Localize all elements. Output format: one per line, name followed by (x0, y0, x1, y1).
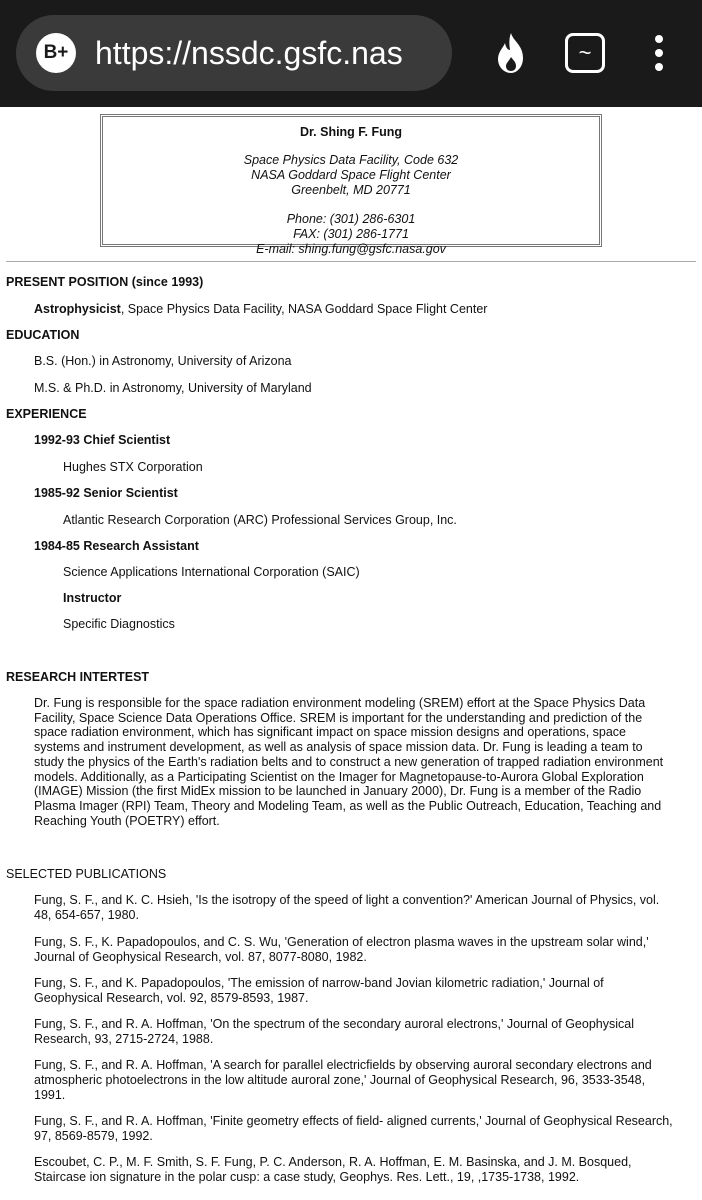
url-text[interactable]: https://nssdc.gsfc.nas (95, 35, 403, 71)
experience-title: 1992-93 Chief Scientist (34, 433, 171, 447)
more-vertical-icon (655, 35, 663, 71)
experience-title: Instructor (63, 591, 122, 605)
fire-icon (493, 31, 529, 75)
experience-heading: EXPERIENCE (6, 407, 87, 421)
tilde-button[interactable] (560, 28, 610, 78)
position-org: , Space Physics Data Facility, NASA Goddard Space Flight Center (120, 302, 488, 316)
research-paragraph: Dr. Fung is responsible for the space radiation environment modeling (SREM) effort at the Space Physics Data Facility, Space Science Data Operations Office. SREM is important for the understanding and prediction of the space radiation environment, which has significant impact on space mission designs and operations, space systems and instrument development, as well as analysis of space mission data. Dr. Fung is leading a team to study the physics of the Earth's radiation belts and to construct a new generation of trapped radiation environment models. Additionally, as a Participating Scientist on the Imager for Magnetopause-to-Aurora Global Exploration (IMAGE) Mission (the first MidEx mission to be launched in January 2000), Dr. Fung is a member of the Radio Plasma Imager (RPI) Team, Theory and Modeling Team, as well as the Public Outreach, Education, Teaching and Reaching Youth (POETRY) effort. (34, 696, 664, 828)
phone-number: Phone: (301) 286-6301 (286, 212, 416, 226)
browser-toolbar (0, 0, 702, 107)
publication-item: Fung, S. F., K. Papadopoulos, and C. S. Wu, 'Generation of electron plasma waves in the upstream solar wind,' Journal of Geophysical Research, vol. 87, 8077-8080, 1982. (34, 935, 649, 964)
research-heading: RESEARCH INTERTEST (6, 670, 150, 684)
experience-title: 1985-92 Senior Scientist (34, 486, 178, 500)
education-item: M.S. & Ph.D. in Astronomy, University of Maryland (34, 381, 312, 395)
publication-item: Fung, S. F., and R. A. Hoffman, 'A search for parallel electricfields by observing auroral secondary electrons and atmospheric photoelectrons in the low altitude auroral zone,' Journal of Geophysical Research, 96, 3533-3548, 1991. (34, 1058, 652, 1102)
email-address[interactable]: E-mail: shing.fung@gsfc.nasa.gov (256, 242, 446, 256)
address-line: Space Physics Data Facility, Code 632 (243, 153, 459, 167)
experience-org: Hughes STX Corporation (63, 460, 203, 474)
contact-name: Dr. Shing F. Fung (299, 125, 403, 139)
experience-org: Atlantic Research Corporation (ARC) Professional Services Group, Inc. (63, 513, 457, 527)
publication-item: Fung, S. F., and R. A. Hoffman, 'On the spectrum of the secondary auroral electrons,' Journal of Geophysical Research, 93, 2715-2724, 1988. (34, 1017, 634, 1046)
address-line: NASA Goddard Space Flight Center (251, 168, 451, 182)
site-badge-icon[interactable]: B+ (36, 33, 76, 73)
address-line: Greenbelt, MD 20771 (291, 183, 411, 197)
experience-title: 1984-85 Research Assistant (34, 539, 199, 553)
fax-number: FAX: (301) 286-1771 (293, 227, 409, 241)
experience-org: Specific Diagnostics (63, 617, 175, 631)
publications-heading: SELECTED PUBLICATIONS (6, 867, 167, 881)
publication-item: Fung, S. F., and K. Papadopoulos, 'The emission of narrow-band Jovian kilometric radiation,' Journal of Geophysical Research, vol. 92, 8579-8593, 1987. (34, 976, 604, 1005)
more-menu-button[interactable] (634, 28, 684, 78)
present-position-line (34, 302, 487, 316)
address-bar[interactable] (16, 15, 452, 91)
education-heading: EDUCATION (6, 328, 80, 342)
contact-card (100, 114, 602, 256)
publication-item: Escoubet, C. P., M. F. Smith, S. F. Fung, P. C. Anderson, R. A. Hoffman, E. M. Basinska, and J. M. Bosqued, Staircase ion signature in the polar cusp: a case study, Geophys. Res. Lett., 19, ,1735-1738, 1992. (34, 1155, 632, 1184)
experience-org: Science Applications International Corporation (SAIC) (63, 565, 360, 579)
publication-item: Fung, S. F., and R. A. Hoffman, 'Finite geometry effects of field- aligned currents,' Journal of Geophysical Research, 97, 8569-8579, 1992. (34, 1114, 673, 1143)
present-position-heading: PRESENT POSITION (since 1993) (6, 275, 204, 289)
position-title: Astrophysicist (34, 302, 121, 316)
publication-item: Fung, S. F., and K. C. Hsieh, 'Is the isotropy of the speed of light a convention?' American Journal of Physics, vol. 48, 654-657, 1980. (34, 893, 660, 922)
tilde-icon: ~ (565, 33, 605, 73)
education-item: B.S. (Hon.) in Astronomy, University of Arizona (34, 354, 292, 368)
fire-button[interactable] (486, 28, 536, 78)
divider (6, 261, 696, 262)
